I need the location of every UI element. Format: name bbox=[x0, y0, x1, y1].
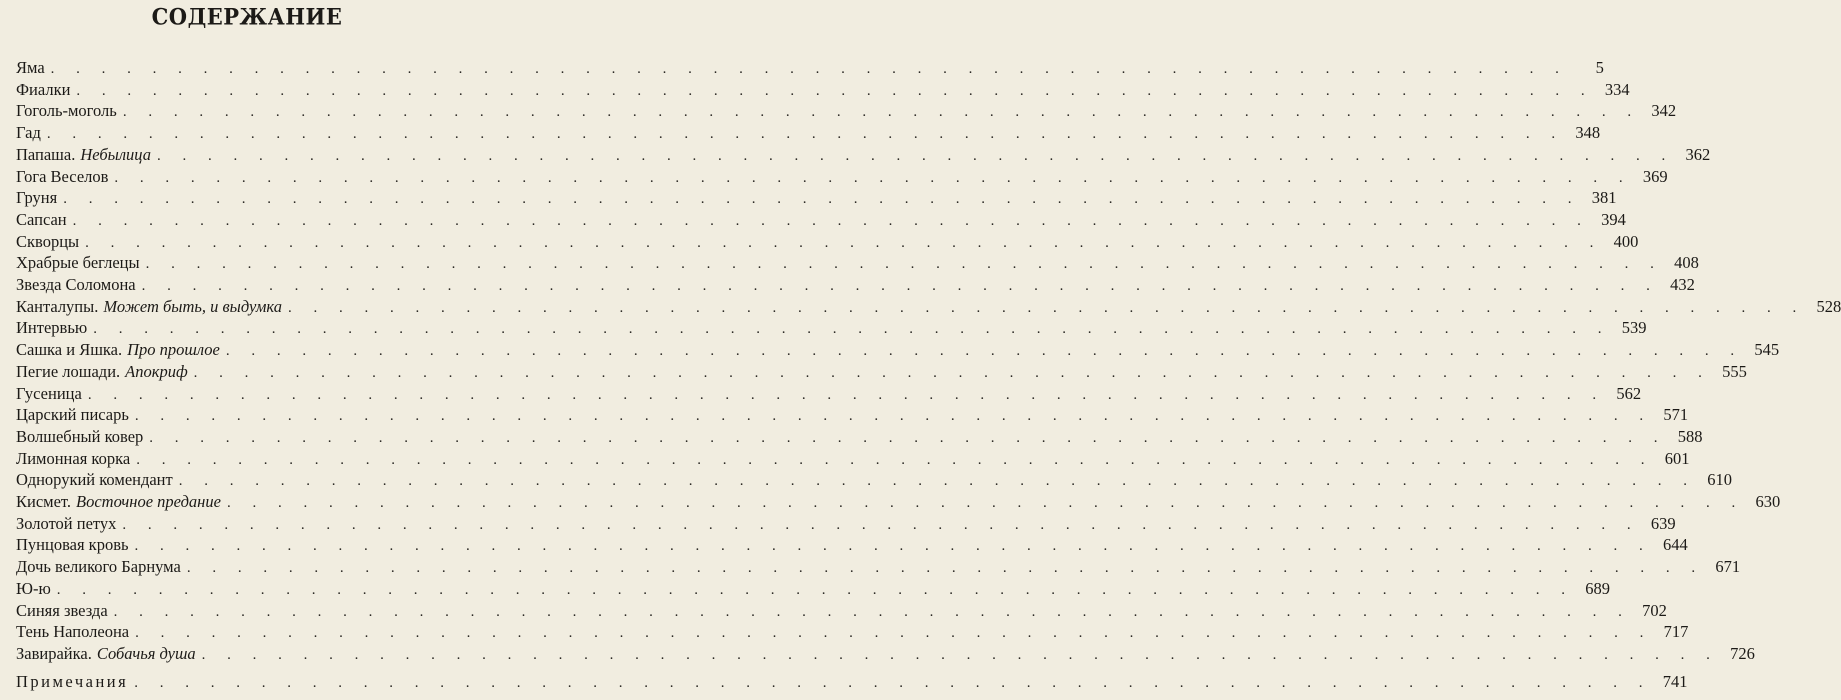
toc-entry[interactable] bbox=[16, 426, 1703, 448]
toc-entry-page-number: 571 bbox=[1663, 405, 1689, 425]
dot-leader: . . . . . . . . . . . . . . . . . . . . . . . . . . . . . . . . . . . . . . . . . . . . . . . . . . . . . . . . . . . . bbox=[85, 234, 1603, 251]
toc-entry-page-number: 400 bbox=[1613, 231, 1639, 251]
toc-entry-page-number: 689 bbox=[1585, 578, 1611, 598]
toc-entry[interactable] bbox=[16, 296, 1841, 318]
dot-leader: . . . . . . . . . . . . . . . . . . . . . . . . . . . . . . . . . . . . . . . . . . . . . . . . . . . . . . . . . . . . bbox=[178, 473, 1696, 490]
toc-entry-page-number: 381 bbox=[1591, 188, 1617, 208]
dot-leader: . . . . . . . . . . . . . . . . . . . . . . . . . . . . . . . . . . . . . . . . . . . . . . . . . . . . . . . . . . . . bbox=[76, 82, 1594, 99]
toc-entry-page-number: 610 bbox=[1707, 470, 1732, 490]
toc-entry-page-number: 671 bbox=[1715, 557, 1741, 577]
toc-entry[interactable] bbox=[16, 274, 1695, 296]
toc-entry-title: Золотой петух bbox=[16, 513, 117, 533]
dot-leader: . . . . . . . . . . . . . . . . . . . . . . . . . . . . . . . . . . . . . . . . . . . . . . . . . . . . . . . . . . . . bbox=[63, 191, 1581, 208]
toc-entry[interactable] bbox=[16, 469, 1732, 491]
toc-entry-subtitle: Может быть, и выдумка bbox=[103, 296, 282, 316]
dot-leader: . . . . . . . . . . . . . . . . . . . . . . . . . . . . . . . . . . . . . . . . . . . . . . . . . . . . . . . . . . . . bbox=[287, 299, 1806, 316]
toc-entry-page-number: 601 bbox=[1664, 448, 1690, 468]
toc-entry-page-number: 369 bbox=[1642, 166, 1668, 186]
toc-entry[interactable] bbox=[16, 383, 1642, 405]
toc-entry-title: Груня bbox=[16, 188, 58, 208]
toc-entry[interactable] bbox=[16, 513, 1676, 535]
toc-entry-title: Интервью bbox=[16, 318, 88, 338]
toc-entry-title: Примечания bbox=[16, 671, 129, 691]
toc-entry-page-number: 5 bbox=[1595, 58, 1604, 77]
toc-entry[interactable] bbox=[16, 187, 1617, 209]
dot-leader: . . . . . . . . . . . . . . . . . . . . . . . . . . . . . . . . . . . . . . . . . . . . . . . . . . . . . . . . . . . . bbox=[201, 646, 1719, 663]
toc-entry-title: Сашка и Яшка. bbox=[16, 340, 123, 360]
toc-entry[interactable] bbox=[16, 578, 1611, 600]
toc-entry[interactable] bbox=[16, 209, 1626, 231]
toc-entry[interactable] bbox=[16, 252, 1699, 274]
toc-entry-page-number: 588 bbox=[1677, 426, 1703, 446]
toc-entry-title: Канталупы. bbox=[16, 296, 99, 316]
toc-entry-page-number: 432 bbox=[1670, 275, 1695, 294]
toc-entry-subtitle: Восточное предание bbox=[76, 492, 221, 511]
toc-entry[interactable] bbox=[16, 600, 1667, 622]
toc-entry-title: Гад bbox=[16, 123, 41, 143]
toc-entry-page-number: 644 bbox=[1663, 535, 1688, 555]
toc-entry[interactable] bbox=[16, 79, 1630, 101]
page-title: СОДЕРЖАНИЕ bbox=[151, 2, 343, 30]
toc-entry-title: Сапсан bbox=[16, 209, 67, 229]
toc-entry-title: Синяя звезда bbox=[16, 600, 108, 620]
toc-entry-title: Гоголь-моголь bbox=[16, 101, 117, 121]
toc-entry[interactable] bbox=[16, 448, 1690, 470]
toc-entry-title: Яма bbox=[16, 58, 45, 77]
toc-entry[interactable] bbox=[16, 144, 1711, 166]
dot-leader: . . . . . . . . . . . . . . . . . . . . . . . . . . . . . . . . . . . . . . . . . . . . . . . . . . . . . . . . . . . . bbox=[72, 212, 1590, 229]
toc-entry-page-number: 726 bbox=[1730, 643, 1755, 663]
dot-leader: . . . . . . . . . . . . . . . . . . . . . . . . . . . . . . . . . . . . . . . . . . . . . . . . . . . . . . . . . . . . bbox=[226, 495, 1745, 511]
dot-leader: . . . . . . . . . . . . . . . . . . . . . . . . . . . . . . . . . . . . . . . . . . . . . . . . . . . . . . . . . . . . bbox=[186, 560, 1705, 577]
toc-entry-page-number: 528 bbox=[1816, 296, 1841, 316]
toc-entry[interactable] bbox=[16, 621, 1689, 643]
toc-entry-title: Звезда Соломона bbox=[16, 275, 136, 294]
toc-entry-subtitle: Апокриф bbox=[125, 361, 188, 381]
toc-entry-page-number: 741 bbox=[1662, 671, 1688, 691]
toc-entry-title: Дочь великого Барнума bbox=[16, 557, 181, 577]
dot-leader: . . . . . . . . . . . . . . . . . . . . . . . . . . . . . . . . . . . . . . . . . . . . . . . . . . . . . . . . . . . . bbox=[122, 516, 1640, 533]
toc-entry-subtitle: Собачья душа bbox=[96, 643, 196, 663]
dot-leader: . . . . . . . . . . . . . . . . . . . . . . . . . . . . . . . . . . . . . . . . . . . . . . . . . . . . . . . . . . . . bbox=[145, 256, 1663, 273]
toc-entry-title: Кисмет. bbox=[16, 492, 72, 511]
dot-leader: . . . . . . . . . . . . . . . . . . . . . . . . . . . . . . . . . . . . . . . . . . . . . . . . . . . . . . . . . . . . bbox=[141, 278, 1659, 294]
dot-leader: . . . . . . . . . . . . . . . . . . . . . . . . . . . . . . . . . . . . . . . . . . . . . . . . . . . . . . . . . . . . bbox=[113, 603, 1631, 620]
toc-entry-title: Пегие лошади. bbox=[16, 361, 121, 381]
toc-entry-title: Волшебный ковер bbox=[16, 426, 144, 446]
toc-entry-title: Папаша. bbox=[16, 144, 76, 164]
toc-entry-page-number: 362 bbox=[1685, 144, 1711, 164]
toc-entry[interactable] bbox=[16, 643, 1755, 665]
toc-entry-subtitle: Про прошлое bbox=[127, 340, 220, 360]
toc-entry-title: Храбрые беглецы bbox=[16, 253, 140, 273]
toc-entry-page-number: 545 bbox=[1754, 340, 1780, 360]
toc-entry-page-number: 408 bbox=[1674, 253, 1699, 273]
toc-entry[interactable] bbox=[16, 534, 1688, 556]
dot-leader: . . . . . . . . . . . . . . . . . . . . . . . . . . . . . . . . . . . . . . . . . . . . . . . . . . . . . . . . . . . . bbox=[193, 364, 1711, 381]
toc-entry-title: Ю-ю bbox=[16, 578, 51, 598]
dot-leader: . . . . . . . . . . . . . . . . . . . . . . . . . . . . . . . . . . . . . . . . . . . . . . . . . . . . . . . . . . . . bbox=[134, 674, 1652, 691]
toc-entry-page-number: 539 bbox=[1621, 318, 1647, 338]
toc-entry-page-number: 630 bbox=[1755, 492, 1781, 511]
dot-leader: . . . . . . . . . . . . . . . . . . . . . . . . . . . . . . . . . . . . . . . . . . . . . . . . . . . . . . . . . . . . bbox=[135, 625, 1653, 642]
dot-leader: . . . . . . . . . . . . . . . . . . . . . . . . . . . . . . . . . . . . . . . . . . . . . . . . . . . . . . . . . . . . bbox=[225, 343, 1744, 360]
dot-leader: . . . . . . . . . . . . . . . . . . . . . . . . . . . . . . . . . . . . . . . . . . . . . . . . . . . . . . . . . . . . bbox=[136, 451, 1654, 468]
dot-leader: . . . . . . . . . . . . . . . . . . . . . . . . . . . . . . . . . . . . . . . . . . . . . . . . . . . . . . . . . . . . bbox=[156, 147, 1675, 164]
dot-leader: . . . . . . . . . . . . . . . . . . . . . . . . . . . . . . . . . . . . . . . . . . . . . . . . . . . . . . . . . . . . bbox=[149, 429, 1667, 446]
toc-entry-title: Завирайка. bbox=[16, 643, 92, 663]
toc-entry-page-number: 702 bbox=[1642, 600, 1667, 620]
dot-leader: . . . . . . . . . . . . . . . . . . . . . . . . . . . . . . . . . . . . . . . . . . . . . . . . . . . . . . . . . . . . bbox=[50, 61, 1568, 77]
toc-entry-page-number: 639 bbox=[1650, 513, 1676, 533]
toc-entry-title: Тень Наполеона bbox=[16, 622, 130, 642]
toc-entry-page-number: 342 bbox=[1651, 101, 1677, 121]
toc-entry[interactable] bbox=[16, 491, 1781, 513]
toc-entry-title: Гога Веселов bbox=[16, 166, 109, 186]
dot-leader: . . . . . . . . . . . . . . . . . . . . . . . . . . . . . . . . . . . . . . . . . . . . . . . . . . . . . . . . . . . . bbox=[114, 169, 1632, 186]
toc-entry[interactable] bbox=[16, 404, 1689, 426]
toc-entry[interactable] bbox=[16, 231, 1639, 253]
toc-entry[interactable] bbox=[16, 361, 1747, 383]
toc-entry[interactable] bbox=[16, 339, 1780, 361]
toc-entry-title: Однорукий комендант bbox=[16, 470, 173, 490]
toc-entry-title: Скворцы bbox=[16, 231, 80, 251]
toc-entry[interactable] bbox=[16, 122, 1601, 144]
toc-entry-subtitle: Небылица bbox=[80, 144, 151, 164]
dot-leader: . . . . . . . . . . . . . . . . . . . . . . . . . . . . . . . . . . . . . . . . . . . . . . . . . . . . . . . . . . . . bbox=[134, 538, 1652, 555]
toc-entry[interactable] bbox=[16, 317, 1647, 339]
toc-entry-title: Фиалки bbox=[16, 79, 71, 99]
toc-entry[interactable] bbox=[16, 100, 1677, 122]
toc-entry[interactable] bbox=[16, 671, 1688, 693]
dot-leader: . . . . . . . . . . . . . . . . . . . . . . . . . . . . . . . . . . . . . . . . . . . . . . . . . . . . . . . . . . . . bbox=[46, 126, 1565, 143]
toc-entry[interactable] bbox=[16, 57, 1604, 79]
dot-leader: . . . . . . . . . . . . . . . . . . . . . . . . . . . . . . . . . . . . . . . . . . . . . . . . . . . . . . . . . . . . bbox=[56, 581, 1575, 598]
dot-leader: . . . . . . . . . . . . . . . . . . . . . . . . . . . . . . . . . . . . . . . . . . . . . . . . . . . . . . . . . . . . bbox=[87, 386, 1606, 403]
toc-entry-page-number: 717 bbox=[1663, 622, 1689, 642]
toc-entry-title: Гусеница bbox=[16, 383, 82, 403]
toc-entry-page-number: 348 bbox=[1575, 123, 1601, 143]
toc-entry-title: Лимонная корка bbox=[16, 448, 131, 468]
toc-entry-page-number: 555 bbox=[1722, 361, 1747, 381]
toc-entry[interactable] bbox=[16, 166, 1668, 188]
toc-entry-page-number: 394 bbox=[1601, 209, 1626, 229]
dot-leader: . . . . . . . . . . . . . . . . . . . . . . . . . . . . . . . . . . . . . . . . . . . . . . . . . . . . . . . . . . . . bbox=[93, 321, 1611, 338]
toc-entry-title: Царский писарь bbox=[16, 405, 129, 425]
dot-leader: . . . . . . . . . . . . . . . . . . . . . . . . . . . . . . . . . . . . . . . . . . . . . . . . . . . . . . . . . . . . bbox=[122, 104, 1641, 121]
toc-entry-title: Пунцовая кровь bbox=[16, 535, 129, 555]
toc-entry-page-number: 562 bbox=[1616, 383, 1642, 403]
dot-leader: . . . . . . . . . . . . . . . . . . . . . . . . . . . . . . . . . . . . . . . . . . . . . . . . . . . . . . . . . . . . bbox=[134, 408, 1653, 425]
toc-entry[interactable] bbox=[16, 556, 1741, 578]
toc-entry-page-number: 334 bbox=[1604, 79, 1630, 99]
